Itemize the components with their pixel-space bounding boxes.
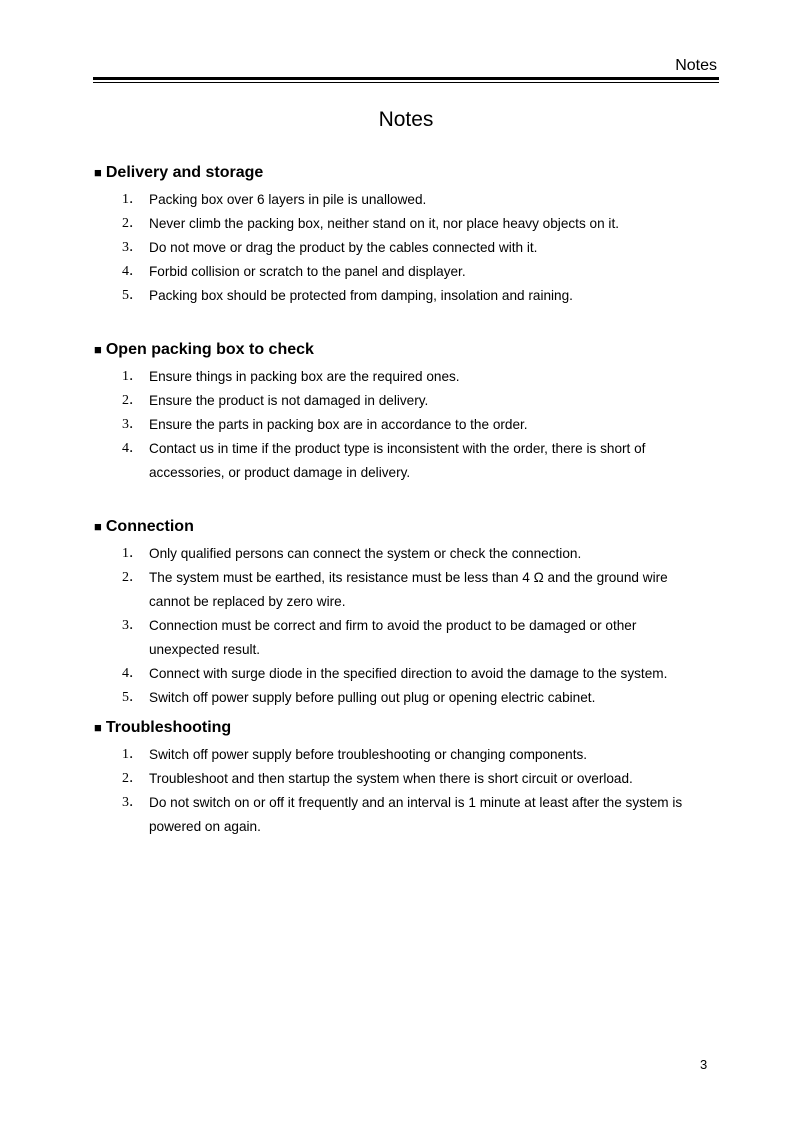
section-heading-text: Connection [105,518,194,535]
list-item [94,686,734,710]
item-text-line: Packing box over 6 layers in pile is unallowed. [149,192,427,207]
section-troubleshooting [94,715,734,839]
item-number: 3． [122,417,143,432]
item-text-line: cannot be replaced by zero wire. [149,594,346,609]
square-bullet-icon: ■ [94,342,102,357]
section-delivery-and-storage [94,160,734,308]
item-number: 1． [122,192,143,207]
section-heading [94,715,734,741]
item-text-line: Ensure the product is not damaged in delivery. [149,393,429,408]
list-item [94,743,734,767]
item-text-line: Never climb the packing box, neither stand on it, nor place heavy objects on it. [149,216,619,231]
item-number: 2． [122,393,143,408]
item-text-line: Connection must be correct and firm to avoid the product to be damaged or other [149,618,637,633]
header-rule-thin [93,82,719,83]
list-item [94,188,734,212]
item-text-line: Connect with surge diode in the specified direction to avoid the damage to the system. [149,666,668,681]
item-number: 3． [122,618,143,633]
list-item [94,284,734,308]
list-item [94,614,734,662]
item-text-line: Do not switch on or off it frequently and an interval is 1 minute at least after the system is [149,795,683,810]
item-number: 2． [122,570,143,585]
item-text-line: Forbid collision or scratch to the panel and displayer. [149,264,466,279]
section-heading-text: Delivery and storage [105,164,264,181]
item-number: 3． [122,795,143,810]
list-item [94,791,734,839]
item-number: 4． [122,441,143,456]
item-text-line: Troubleshoot and then startup the system when there is short circuit or overload. [149,771,633,786]
list-item [94,542,734,566]
page-title: Notes [378,108,434,131]
list-item [94,365,734,389]
section-heading [94,160,734,186]
item-text-line: unexpected result. [149,642,261,657]
list-item [94,767,734,791]
item-text-line: Do not move or drag the product by the cables connected with it. [149,240,538,255]
item-text-line: Packing box should be protected from damping, insolation and raining. [149,288,573,303]
item-number: 1． [122,546,143,561]
item-text-line: Ensure the parts in packing box are in accordance to the order. [149,417,528,432]
item-number: 1． [122,747,143,762]
item-text-line: Switch off power supply before troubleshooting or changing components. [149,747,588,762]
list-item [94,389,734,413]
page-number: 3 [700,1057,708,1072]
item-number: 3． [122,240,143,255]
section-open-packing-box [94,337,734,485]
section-heading [94,337,734,363]
item-number: 2． [122,216,143,231]
item-number: 4． [122,264,143,279]
list-item [94,413,734,437]
item-text-line: Only qualified persons can connect the system or check the connection. [149,546,582,561]
item-number: 5． [122,288,143,303]
header-rule-thick [93,77,719,80]
item-text-line: accessories, or product damage in delivery. [149,465,411,480]
item-text-line: Contact us in time if the product type is inconsistent with the order, there is short of [149,441,646,456]
square-bullet-icon: ■ [94,720,102,735]
square-bullet-icon: ■ [94,519,102,534]
list-item [94,566,734,614]
section-heading-text: Troubleshooting [105,719,232,736]
list-item [94,212,734,236]
list-item [94,260,734,284]
item-number: 4． [122,666,143,681]
item-number: 2． [122,771,143,786]
list-item [94,662,734,686]
item-number: 5． [122,690,143,705]
item-text-line: Ensure things in packing box are the required ones. [149,369,460,384]
section-connection [94,514,734,710]
running-header: Notes [675,57,717,74]
item-text-line: powered on again. [149,819,261,834]
section-heading-text: Open packing box to check [105,341,314,358]
item-text-line: The system must be earthed, its resistance must be less than 4 Ω and the ground wire [149,570,668,585]
square-bullet-icon: ■ [94,165,102,180]
item-text-line: Switch off power supply before pulling out plug or opening electric cabinet. [149,690,596,705]
list-item [94,236,734,260]
list-item [94,437,734,485]
item-number: 1． [122,369,143,384]
section-heading [94,514,734,540]
